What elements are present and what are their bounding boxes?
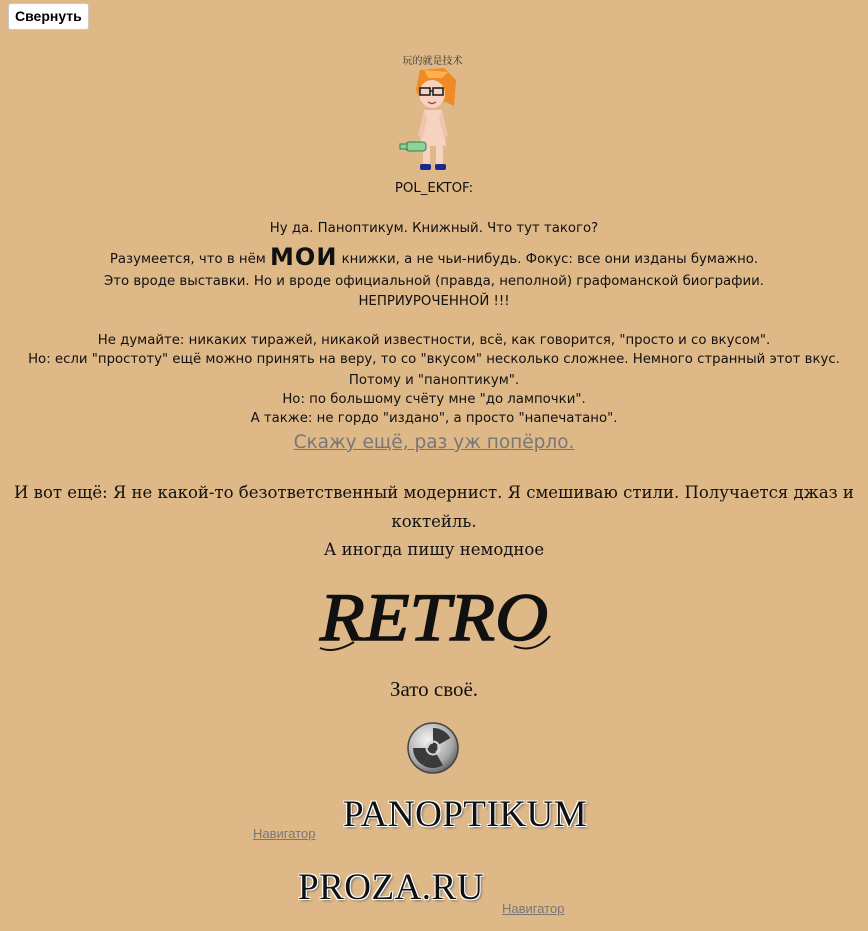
intro-line-4: НЕПРИУРОЧЕННОЙ !!! bbox=[358, 294, 510, 309]
author-name: POL_EKTOF: bbox=[394, 181, 474, 196]
intro-line-1: Ну да. Паноптикум. Книжный. Что тут такого? bbox=[269, 221, 599, 236]
notes-line-2: Но: если "простоту" ещё можно принять на веру, то со "вкусом" несколько сложнее. Немного странный этот вкус. bbox=[28, 352, 840, 367]
notes-line-1: Не думайте: никаких тиражей, никакой известности, всё, как говорится, "просто и со вкусом". bbox=[97, 333, 771, 348]
intro-line-3: Это вроде выставки. Но и вроде официальной (правда, неполной) графоманской биографии. bbox=[103, 274, 765, 289]
avatar-caption: 玩的就是技术 bbox=[402, 56, 463, 67]
intro-line-2 bbox=[0, 243, 868, 271]
notes-line-3: Потому и "паноптикум". bbox=[348, 373, 520, 388]
more-link[interactable]: Скажу ещё, раз уж попёрло. bbox=[293, 432, 575, 453]
notes-line-5: А также: не гордо "издано", а просто "напечатано". bbox=[250, 411, 618, 426]
collapse-button[interactable]: Свернуть bbox=[8, 3, 89, 30]
intro-line-2-end: книжки, а не чьи-нибудь. Фокус: все они изданы бумажно. bbox=[337, 252, 759, 267]
intro-line-2-start: Разумеется, что в нём bbox=[109, 252, 271, 267]
style-line-2: коктейль. bbox=[391, 512, 477, 531]
style-line-1: И вот ещё: Я не какой-то безответственный модернист. Я смешиваю стили. Получается джаз и bbox=[14, 483, 854, 502]
retro-logo-text: RETRO bbox=[318, 579, 548, 655]
retro-logo bbox=[314, 578, 554, 658]
navigator-link-proza[interactable]: Навигатор bbox=[502, 901, 565, 916]
zato-text: Зато своё. bbox=[389, 677, 479, 701]
avatar bbox=[398, 66, 464, 174]
style-line-3: А иногда пишу немодное bbox=[323, 540, 545, 559]
emphasis-word: МОИ bbox=[270, 243, 338, 271]
notes-line-4: Но: по большому счёту мне "до лампочки". bbox=[282, 392, 586, 407]
navigator-link-panoptikum[interactable]: Навигатор bbox=[253, 826, 316, 841]
panoptikum-logo[interactable]: PANOPTIKUM bbox=[343, 794, 588, 835]
proza-logo[interactable]: PROZA.RU bbox=[298, 867, 484, 908]
radiation-icon[interactable] bbox=[406, 721, 460, 775]
